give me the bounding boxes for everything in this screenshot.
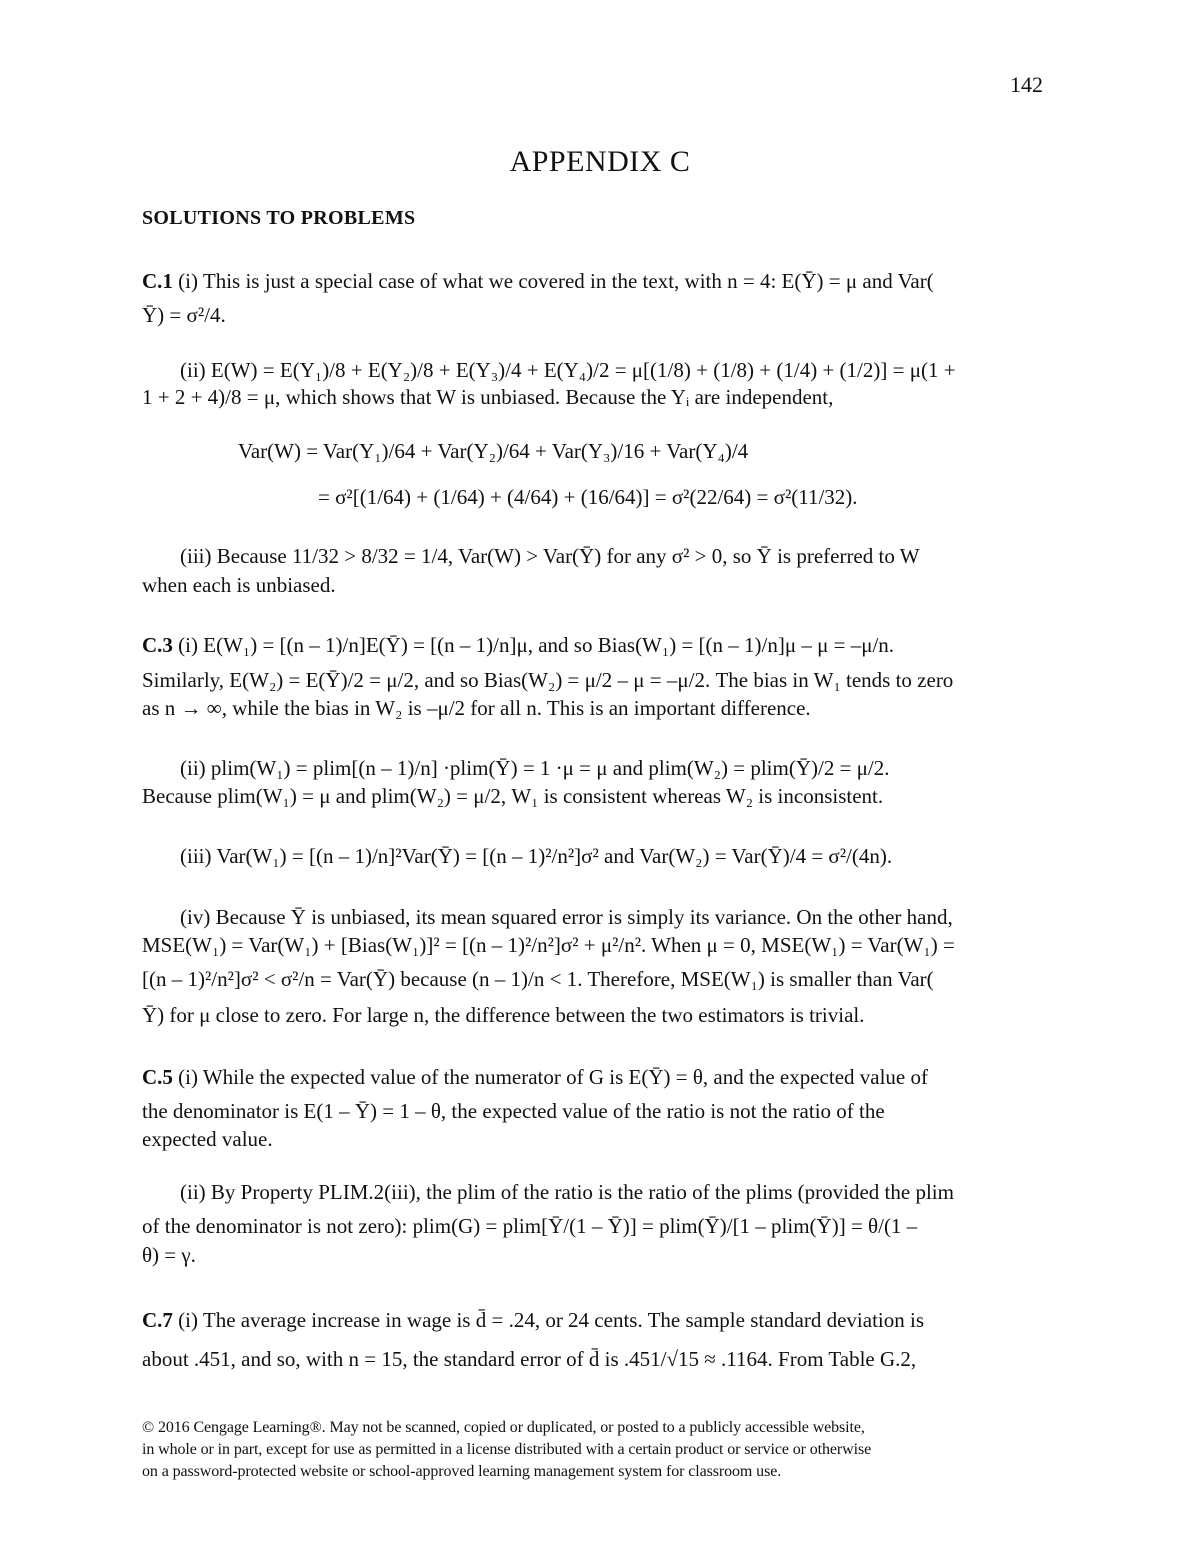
text-line: Ȳ) for μ close to zero. For large n, the difference between the two estimators is trivial.: [142, 1003, 865, 1027]
text-line: (iii) Var(W₁) = [(n – 1)/n]²Var(Ȳ) = [(n – 1)²/n²]σ² and Var(W₂) = Var(Ȳ)/4 = σ²/(4n).: [180, 844, 893, 868]
copyright-line: on a password-protected website or school-approved learning management system for classroom use.: [142, 1463, 782, 1480]
text-line: Similarly, E(W₂) = E(Ȳ)/2 = μ/2, and so Bias(W₂) = μ/2 – μ = –μ/2. The bias in W₁ tends to zero: [142, 668, 954, 692]
text-line: C.7 (i) The average increase in wage is d̄ = .24, or 24 cents. The sample standard deviation is: [142, 1308, 924, 1332]
page-title: APPENDIX C: [509, 145, 691, 178]
page-number: 142: [1010, 72, 1043, 97]
text-line: (ii) By Property PLIM.2(iii), the plim of the ratio is the ratio of the plims (provided the plim: [180, 1180, 954, 1204]
text-line: (ii) plim(W₁) = plim[(n – 1)/n] ·plim(Ȳ) = 1 ·μ = μ and plim(W₂) = plim(Ȳ)/2 = μ/2.: [180, 756, 890, 780]
problem-label: C.5: [142, 1065, 173, 1089]
text-line: about .451, and so, with n = 15, the standard error of d̄ is .451/√15 ≈ .1164. From Table G.2,: [142, 1347, 917, 1371]
text-line: θ) = γ.: [142, 1243, 196, 1267]
text-line: as n → ∞, while the bias in W₂ is –μ/2 for all n. This is an important difference.: [142, 696, 811, 720]
text-line: the denominator is E(1 – Ȳ) = 1 – θ, the expected value of the ratio is not the ratio of the: [142, 1099, 885, 1123]
text-line: [(n – 1)²/n²]σ² < σ²/n = Var(Ȳ) because (n – 1)/n < 1. Therefore, MSE(W₁) is smaller than Var(: [142, 967, 934, 991]
text-line: (iii) Because 11/32 > 8/32 = 1/4, Var(W) > Var(Ȳ) for any σ² > 0, so Ȳ is preferred to W: [180, 544, 920, 568]
equation-line: Var(W) = Var(Y₁)/64 + Var(Y₂)/64 + Var(Y₃)/16 + Var(Y₄)/4: [238, 439, 749, 463]
text-line: expected value.: [142, 1127, 273, 1151]
text-line: Ȳ) = σ²/4.: [142, 303, 226, 327]
equation-line: = σ²[(1/64) + (1/64) + (4/64) + (16/64)] = σ²(22/64) = σ²(11/32).: [318, 485, 858, 509]
problem-label: C.3: [142, 633, 173, 657]
text-line: (iv) Because Ȳ is unbiased, its mean squared error is simply its variance. On the other hand,: [180, 905, 953, 929]
copyright-line: in whole or in part, except for use as permitted in a license distributed with a certain product or service or otherwise: [142, 1441, 872, 1458]
problem-label: C.1: [142, 269, 173, 293]
text-line: C.5 (i) While the expected value of the numerator of G is E(Ȳ) = θ, and the expected value of: [142, 1065, 928, 1089]
text-line: MSE(W₁) = Var(W₁) + [Bias(W₁)]² = [(n – 1)²/n²]σ² + μ²/n². When μ = 0, MSE(W₁) = Var(W₁) =: [142, 933, 955, 957]
text-line: 1 + 2 + 4)/8 = μ, which shows that W is unbiased. Because the Yᵢ are independent,: [142, 385, 834, 409]
text-line: when each is unbiased.: [142, 573, 336, 597]
copyright-line: © 2016 Cengage Learning®. May not be scanned, copied or duplicated, or posted to a publicly accessible website,: [142, 1419, 865, 1436]
text-line: Because plim(W₁) = μ and plim(W₂) = μ/2, W₁ is consistent whereas W₂ is inconsistent.: [142, 784, 884, 808]
text-line: of the denominator is not zero): plim(G) = plim[Ȳ/(1 – Ȳ)] = plim(Ȳ)/[1 – plim(Ȳ)] = θ/(1 –: [142, 1214, 918, 1238]
text-line: C.3 (i) E(W₁) = [(n – 1)/n]E(Ȳ) = [(n – 1)/n]μ, and so Bias(W₁) = [(n – 1)/n]μ – μ = –μ/n.: [142, 633, 895, 657]
text-line: C.1 (i) This is just a special case of what we covered in the text, with n = 4: E(Ȳ) = μ and Var(: [142, 269, 934, 293]
section-heading: SOLUTIONS TO PROBLEMS: [142, 207, 416, 229]
text-line: (ii) E(W) = E(Y₁)/8 + E(Y₂)/8 + E(Y₃)/4 + E(Y₄)/2 = μ[(1/8) + (1/8) + (1/4) + (1/2)] = μ(1 +: [180, 358, 956, 382]
problem-label: C.7: [142, 1308, 173, 1332]
